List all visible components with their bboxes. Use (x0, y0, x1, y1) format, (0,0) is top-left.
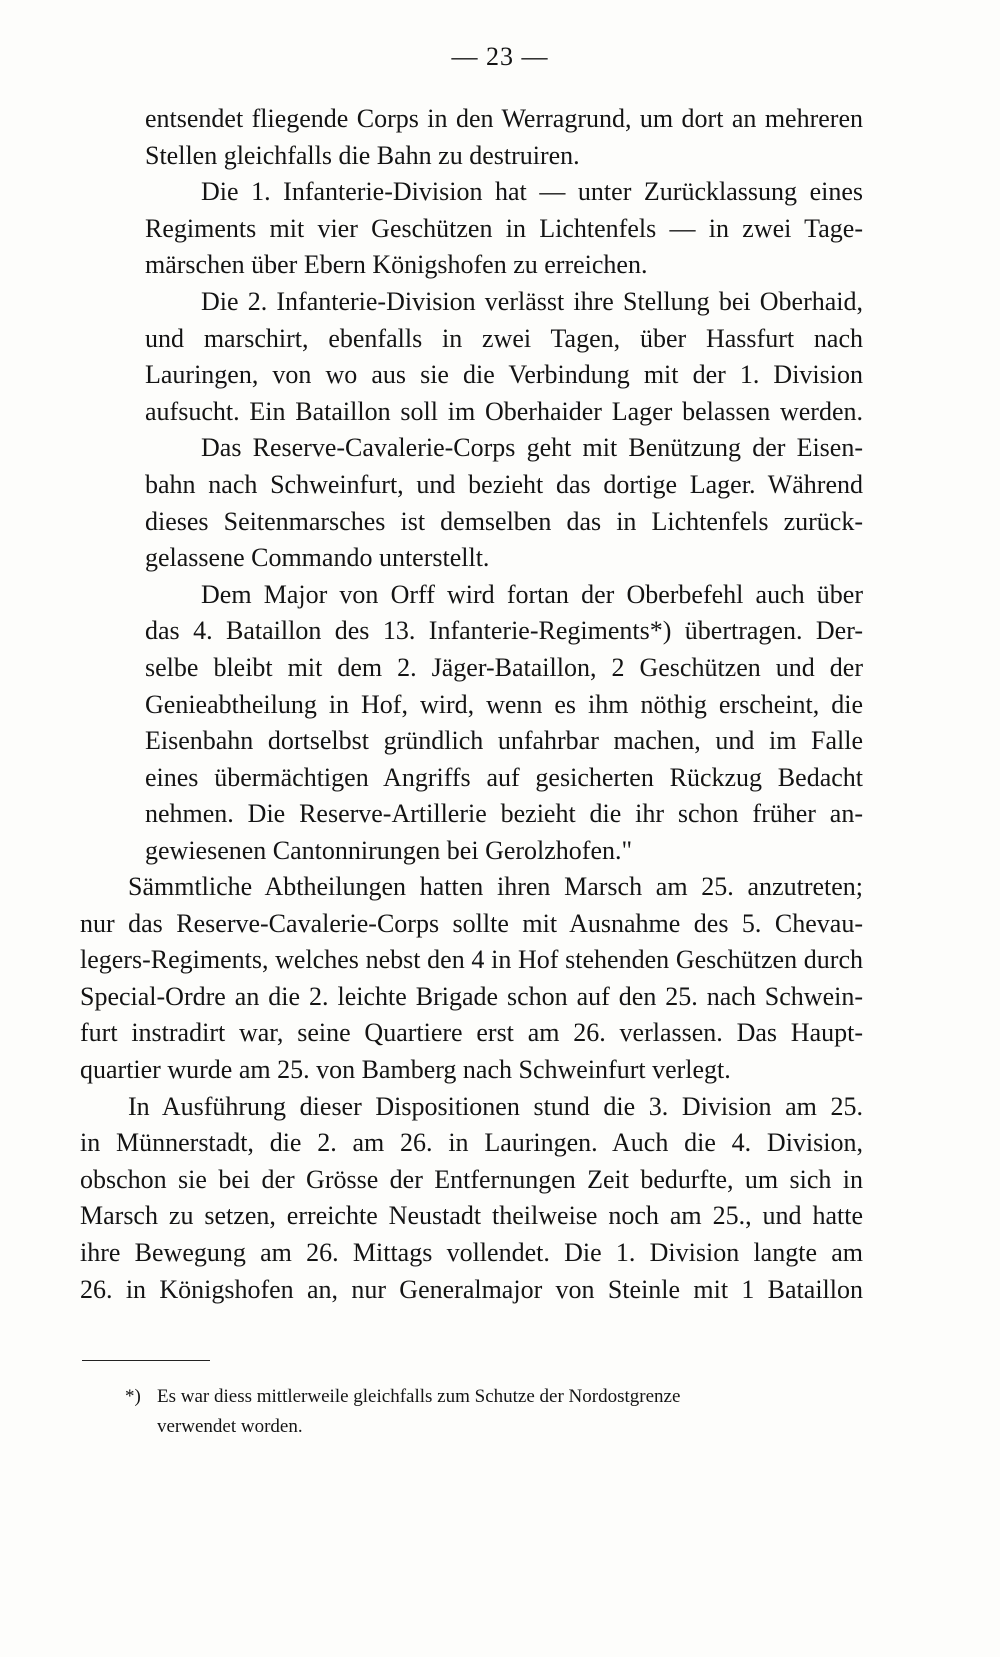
text-line: Genieabtheilung in Hof, wird, wenn es ihm nöthig erscheint, die (145, 689, 863, 719)
narrative-text-block (80, 869, 863, 1308)
text-line: quartier wurde am 25. von Bamberg nach Schweinfurt verlegt. (80, 1054, 731, 1084)
text-line: Dem Major von Orff wird fortan der Oberbefehl auch über (201, 579, 863, 609)
text-line: 26. in Königshofen an, nur Generalmajor von Steinle mit 1 Bataillon (80, 1274, 863, 1304)
text-line: furt instradirt war, seine Quartiere erst am 26. verlassen. Das Haupt- (80, 1018, 863, 1048)
text-line: Special-Ordre an die 2. leichte Brigade schon auf den 25. nach Schwein- (80, 981, 863, 1011)
text-line: Sämmtliche Abtheilungen hatten ihren Marsch am 25. anzutreten; (128, 872, 863, 901)
text-line: und marschirt, ebenfalls in zwei Tagen, über Hassfurt nach (145, 323, 863, 353)
text-line: in Münnerstadt, die 2. am 26. in Lauringen. Auch die 4. Division, (80, 1128, 863, 1158)
text-line: märschen über Ebern Königshofen zu erreichen. (145, 250, 648, 280)
text-line: Die 2. Infanterie-Division verlässt ihre Stellung bei Oberhaid, (201, 286, 863, 316)
footnote-separator (82, 1360, 210, 1361)
footnote (125, 1382, 925, 1442)
text-line: Die 1. Infanterie-Division hat — unter Zurücklassung eines (201, 177, 863, 207)
footnote-line (125, 1382, 925, 1412)
text-line: gelassene Commando unterstellt. (145, 543, 490, 573)
text-line: entsendet fliegende Corps in den Werragrund, um dort an mehreren (145, 104, 863, 133)
text-line: nur das Reserve-Cavalerie-Corps sollte mit Ausnahme des 5. Chevau- (80, 908, 863, 938)
text-line: ihre Bewegung am 26. Mittags vollendet. Die 1. Division langte am (80, 1237, 863, 1267)
text-line: Stellen gleichfalls die Bahn zu destruiren. (145, 140, 580, 170)
text-line: Lauringen, von wo aus sie die Verbindung mit der 1. Division (145, 360, 863, 390)
page-number: — 23 — (451, 42, 549, 71)
text-line: das 4. Bataillon des 13. Infanterie-Regiments*) übertragen. Der- (145, 616, 863, 646)
text-line: dieses Seitenmarsches ist demselben das in Lichtenfels zurück- (145, 506, 863, 536)
text-line: selbe bleibt mit dem 2. Jäger-Bataillon, 2 Geschützen und der (145, 652, 863, 682)
footnote-line: verwendet worden. (157, 1416, 303, 1437)
text-line: legers-Regiments, welches nebst den 4 in Hof stehenden Geschützen durch (80, 945, 863, 975)
text-line: bahn nach Schweinfurt, und bezieht das dortige Lager. Während (145, 469, 863, 499)
text-line: In Ausführung dieser Dispositionen stund die 3. Division am 25. (128, 1091, 863, 1121)
text-line: obschon sie bei der Grösse der Entfernungen Zeit bedurfte, um sich in (80, 1164, 863, 1194)
text-line: Regiments mit vier Geschützen in Lichtenfels — in zwei Tage- (145, 213, 863, 243)
text-line: eines übermächtigen Angriffs auf gesicherten Rückzug Bedacht (145, 762, 863, 792)
text-line: Marsch zu setzen, erreichte Neustadt theilweise noch am 25., und hatte (80, 1201, 863, 1231)
order-text-block (145, 101, 863, 869)
footnote-text: Es war diess mittlerweile gleichfalls zum Schutze der Nordostgrenze (157, 1386, 681, 1407)
text-line: Das Reserve-Cavalerie-Corps geht mit Benützung der Eisen- (201, 433, 863, 463)
text-line: gewiesenen Cantonnirungen bei Gerolzhofen." (145, 835, 633, 865)
text-line: nehmen. Die Reserve-Artillerie bezieht die ihr schon früher an- (145, 799, 863, 829)
footnote-mark: *) (125, 1386, 141, 1407)
text-line: aufsucht. Ein Bataillon soll im Oberhaider Lager belassen werden. (145, 396, 863, 426)
text-line: Eisenbahn dortselbst gründlich unfahrbar machen, und im Falle (145, 726, 863, 756)
